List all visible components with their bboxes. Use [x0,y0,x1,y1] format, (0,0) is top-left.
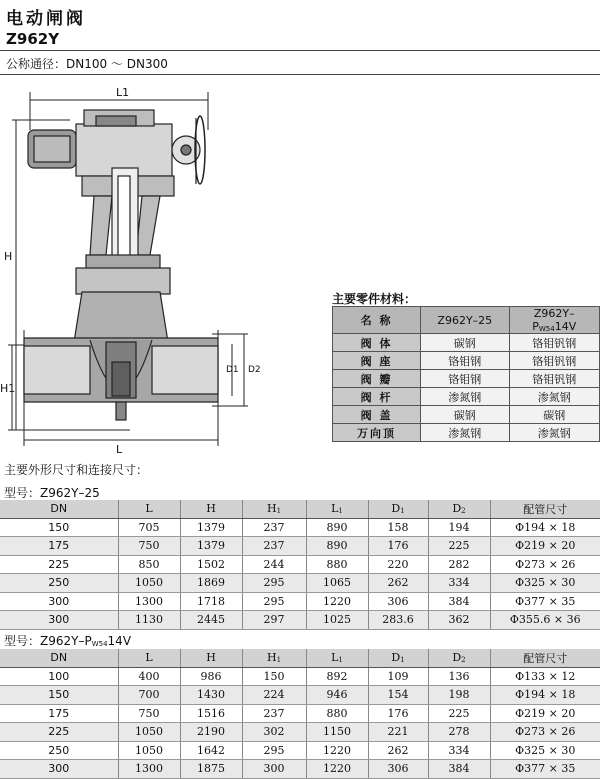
nominal-diameter: 公称通径：DN100 ～ DN300 [6,57,168,71]
part-material-1: 碳钢 [421,406,509,424]
cell: 300 [0,611,118,630]
page-title: 电动闸阀 [6,9,86,29]
cell: 750 [118,704,180,723]
cell: 1430 [180,686,242,705]
table-row [0,760,600,779]
cell: 150 [242,667,306,686]
label-d1: D1 [226,365,239,375]
part-material-1: 渗氮钢 [421,388,509,406]
cell: Φ219 × 20 [490,537,600,556]
cell: 237 [242,518,306,537]
cell: 194 [428,518,490,537]
cell: 1875 [180,760,242,779]
part-material-1: 碳钢 [421,334,509,352]
cell: 750 [118,537,180,556]
cell: 100 [0,667,118,686]
cell: 109 [368,667,428,686]
cell: 150 [0,686,118,705]
cell: 892 [306,667,368,686]
cell: Φ377 × 35 [490,760,600,779]
cell: 198 [428,686,490,705]
cell: 1502 [180,555,242,574]
cell: 306 [368,760,428,779]
cell: Φ219 × 20 [490,704,600,723]
col-d1: D1 [368,500,428,518]
table1-header-row [0,500,600,518]
parts-col-name: 名 称 [333,307,421,334]
cell: 1379 [180,537,242,556]
cell: 384 [428,592,490,611]
table-row [0,592,600,611]
part-material-2: 渗氮钢 [509,424,599,442]
cell: 1050 [118,723,180,742]
cell: 400 [118,667,180,686]
table-row [0,723,600,742]
parts-row [333,424,600,442]
cell: 1065 [306,574,368,593]
parts-col-model2: Z962Y–PW5414V [509,307,599,334]
part-name: 阀 座 [333,352,421,370]
part-material-2: 碳钢 [509,406,599,424]
cell: 1718 [180,592,242,611]
cell: 890 [306,518,368,537]
label-h1: H1 [0,382,16,395]
cell: Φ194 × 18 [490,518,600,537]
parts-row [333,370,600,388]
model-number: Z962Y [6,30,60,48]
table-row [0,741,600,760]
col-h1: H1 [242,500,306,518]
parts-row [333,406,600,424]
cell: 1220 [306,592,368,611]
col-h: H [180,649,242,667]
cell: 225 [0,723,118,742]
cell: 302 [242,723,306,742]
part-name: 万向顶 [333,424,421,442]
cell: 1050 [118,741,180,760]
part-material-2: 渗氮钢 [509,388,599,406]
cell: 250 [0,574,118,593]
dimensions-table-1 [0,500,600,630]
parts-heading: 主要零件材料： [332,292,417,306]
col-h1: H1 [242,649,306,667]
parts-row [333,352,600,370]
table-row [0,704,600,723]
table-row [0,686,600,705]
cell: 2190 [180,723,242,742]
dimensions-table-2 [0,649,600,779]
table-row [0,537,600,556]
cell: 150 [0,518,118,537]
table-row [0,667,600,686]
cell: 300 [0,760,118,779]
col-d2: D2 [428,649,490,667]
cell: 278 [428,723,490,742]
cell: 176 [368,704,428,723]
label-l1: L1 [116,86,130,99]
cell: 262 [368,741,428,760]
parts-row [333,388,600,406]
col-d2: D2 [428,500,490,518]
table2-header-row [0,649,600,667]
parts-col-model1: Z962Y–25 [421,307,509,334]
cell: 250 [0,741,118,760]
cell: 384 [428,760,490,779]
cell: Φ325 × 30 [490,574,600,593]
cell: 362 [428,611,490,630]
cell: 175 [0,704,118,723]
cell: 1869 [180,574,242,593]
cell: 224 [242,686,306,705]
cell: 850 [118,555,180,574]
cell: Φ355.6 × 36 [490,611,600,630]
col-dn: DN [0,500,118,518]
cell: 297 [242,611,306,630]
cell: 237 [242,537,306,556]
col-dn: DN [0,649,118,667]
cell: Φ133 × 12 [490,667,600,686]
part-material-1: 铬钼钢 [421,370,509,388]
cell: Φ194 × 18 [490,686,600,705]
cell: 221 [368,723,428,742]
col-pipe-size: 配管尺寸 [490,649,600,667]
cell: 225 [0,555,118,574]
cell: 1150 [306,723,368,742]
cell: 880 [306,704,368,723]
cell: 1300 [118,760,180,779]
cell: 1220 [306,760,368,779]
label-l: L [116,443,123,455]
table-row [0,518,600,537]
table-row [0,555,600,574]
valve-body [24,292,218,420]
cell: 334 [428,741,490,760]
cell: 705 [118,518,180,537]
part-name: 阀 体 [333,334,421,352]
cell: 225 [428,704,490,723]
cell: Φ273 × 26 [490,723,600,742]
col-d1: D1 [368,649,428,667]
table1-type-label: 型号：Z962Y–25 [4,486,100,500]
dimensions-heading: 主要外形尺寸和连接尺寸： [4,463,149,477]
part-material-2: 铬钼钒钢 [509,334,599,352]
col-pipe-size: 配管尺寸 [490,500,600,518]
part-material-1: 铬钼钢 [421,352,509,370]
table-row [0,611,600,630]
cell: 880 [306,555,368,574]
col-l: L [118,649,180,667]
cell: Φ325 × 30 [490,741,600,760]
cell: 1300 [118,592,180,611]
part-name: 阀 盖 [333,406,421,424]
cell: Φ377 × 35 [490,592,600,611]
cell: 986 [180,667,242,686]
part-material-2: 铬钼钒钢 [509,370,599,388]
cell: 1050 [118,574,180,593]
cell: 1220 [306,741,368,760]
cell: 295 [242,741,306,760]
cell: 890 [306,537,368,556]
cell: 283.6 [368,611,428,630]
cell: 1025 [306,611,368,630]
part-material-2: 铬钼钒钢 [509,352,599,370]
col-h: H [180,500,242,518]
cell: 2445 [180,611,242,630]
cell: 154 [368,686,428,705]
cell: 295 [242,574,306,593]
cell: 136 [428,667,490,686]
cell: Φ273 × 26 [490,555,600,574]
cell: 1130 [118,611,180,630]
col-l: L [118,500,180,518]
part-name: 阀 瓣 [333,370,421,388]
title-divider [0,50,600,51]
cell: 282 [428,555,490,574]
header-divider [0,74,600,75]
cell: 295 [242,592,306,611]
cell: 225 [428,537,490,556]
parts-header-row [333,307,600,334]
cell: 262 [368,574,428,593]
cell: 176 [368,537,428,556]
part-name: 阀 杆 [333,388,421,406]
col-l1: L1 [306,649,368,667]
cell: 175 [0,537,118,556]
valve-drawing [0,80,330,455]
parts-row [333,334,600,352]
cell: 700 [118,686,180,705]
cell: 244 [242,555,306,574]
cell: 306 [368,592,428,611]
table2-type-label: 型号：Z962Y–PW5414V [4,634,132,648]
cell: 158 [368,518,428,537]
table-row [0,574,600,593]
cell: 1379 [180,518,242,537]
cell: 946 [306,686,368,705]
cell: 1516 [180,704,242,723]
cell: 300 [0,592,118,611]
label-d2: D2 [248,365,261,375]
cell: 334 [428,574,490,593]
cell: 300 [242,760,306,779]
cell: 220 [368,555,428,574]
col-l1: L1 [306,500,368,518]
cell: 1642 [180,741,242,760]
label-h: H [4,250,13,263]
part-material-1: 渗氮钢 [421,424,509,442]
cell: 237 [242,704,306,723]
parts-table [332,306,600,442]
